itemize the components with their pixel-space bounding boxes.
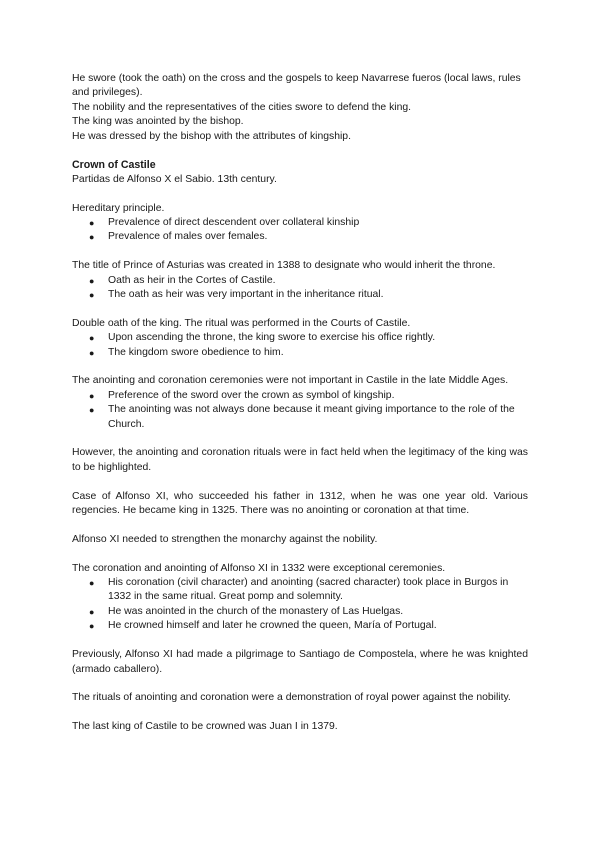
bullet-icon: ● [89, 232, 95, 243]
list-item-text: Prevalence of direct descendent over collateral kinship [108, 217, 360, 229]
list-item-text: Preference of the sword over the crown as symbol of kingship. [108, 389, 395, 401]
paragraph: Double oath of the king. The ritual was performed in the Courts of Castile. [72, 317, 411, 329]
bullet-icon: ● [89, 290, 95, 301]
paragraph: The coronation and anointing of Alfonso XI in 1332 were exceptional ceremonies. [72, 562, 446, 574]
list-item [72, 403, 528, 432]
list-item-text: The oath as heir was very important in the inheritance ritual. [108, 289, 384, 301]
paragraph: The rituals of anointing and coronation were a demonstration of royal power against the nobility. [72, 692, 511, 704]
paragraph: The title of Prince of Asturias was created in 1388 to designate who would inherit the throne. [72, 260, 496, 272]
list-item [72, 230, 528, 244]
section-heading: Crown of Castile [72, 159, 156, 172]
list-item-text: The anointing was not always done because it meant giving importance to the role of the Church. [108, 404, 515, 430]
list-item-text: He was anointed in the church of the monastery of Las Huelgas. [108, 605, 404, 617]
list-item [72, 346, 528, 360]
list-item-text: He crowned himself and later he crowned the queen, María of Portugal. [108, 620, 437, 632]
bullet-icon: ● [89, 218, 95, 229]
list-item [72, 619, 528, 633]
list-item [72, 216, 528, 230]
bullet-icon: ● [89, 606, 95, 617]
document-page [72, 72, 528, 735]
list-item-text: The kingdom swore obedience to him. [108, 346, 284, 358]
bullet-icon: ● [89, 347, 95, 358]
list-item [72, 288, 528, 302]
list-item [72, 576, 528, 605]
paragraph: The last king of Castile to be crowned was Juan I in 1379. [72, 721, 338, 733]
bullet-icon: ● [89, 578, 95, 589]
source-line: Partidas de Alfonso X el Sabio. 13th century. [72, 173, 277, 185]
list-item-text: Oath as heir in the Cortes of Castile. [108, 274, 276, 286]
list-item [72, 605, 528, 619]
bullet-icon: ● [89, 405, 95, 416]
list-item-text: His coronation (civil character) and anointing (sacred character) took place in Burgos in 1332 in the same ritual. Great pomp and solemnity. [108, 577, 509, 603]
list-item-text: Prevalence of males over females. [108, 231, 268, 243]
paragraph: However, the anointing and coronation rituals were in fact held when the legitimacy of the king was to be highlighted. [72, 447, 528, 473]
bullet-list [72, 216, 528, 245]
list-item-text: Upon ascending the throne, the king swore to exercise his office rightly. [108, 332, 436, 344]
paragraph: Case of Alfonso XI, who succeeded his father in 1312, when he was one year old. Various regencies. He became king in 1325. There was no anointing or coronation at that time. [72, 490, 528, 517]
intro-line: The nobility and the representatives of the cities swore to defend the king. [72, 101, 412, 113]
bullet-list [72, 274, 528, 303]
list-item [72, 389, 528, 403]
bullet-list [72, 576, 528, 634]
paragraph: Previously, Alfonso XI had made a pilgrimage to Santiago de Compostela, where he was knighted (armado caballero). [72, 649, 528, 675]
bullet-icon: ● [89, 621, 95, 632]
bullet-icon: ● [89, 333, 95, 344]
bullet-icon: ● [89, 390, 95, 401]
intro-line: The king was anointed by the bishop. [72, 116, 244, 128]
bullet-icon: ● [89, 275, 95, 286]
paragraph: The anointing and coronation ceremonies were not important in Castile in the late Middle Ages. [72, 375, 509, 387]
bullet-list [72, 389, 528, 432]
paragraph: Hereditary principle. [72, 202, 165, 214]
intro-line: He was dressed by the bishop with the attributes of kingship. [72, 130, 351, 142]
list-item [72, 331, 528, 345]
list-item [72, 274, 528, 288]
intro-line: He swore (took the oath) on the cross and the gospels to keep Navarrese fueros (local laws, rules and privileges). [72, 73, 521, 99]
paragraph: Alfonso XI needed to strengthen the monarchy against the nobility. [72, 533, 378, 545]
bullet-list [72, 331, 528, 360]
